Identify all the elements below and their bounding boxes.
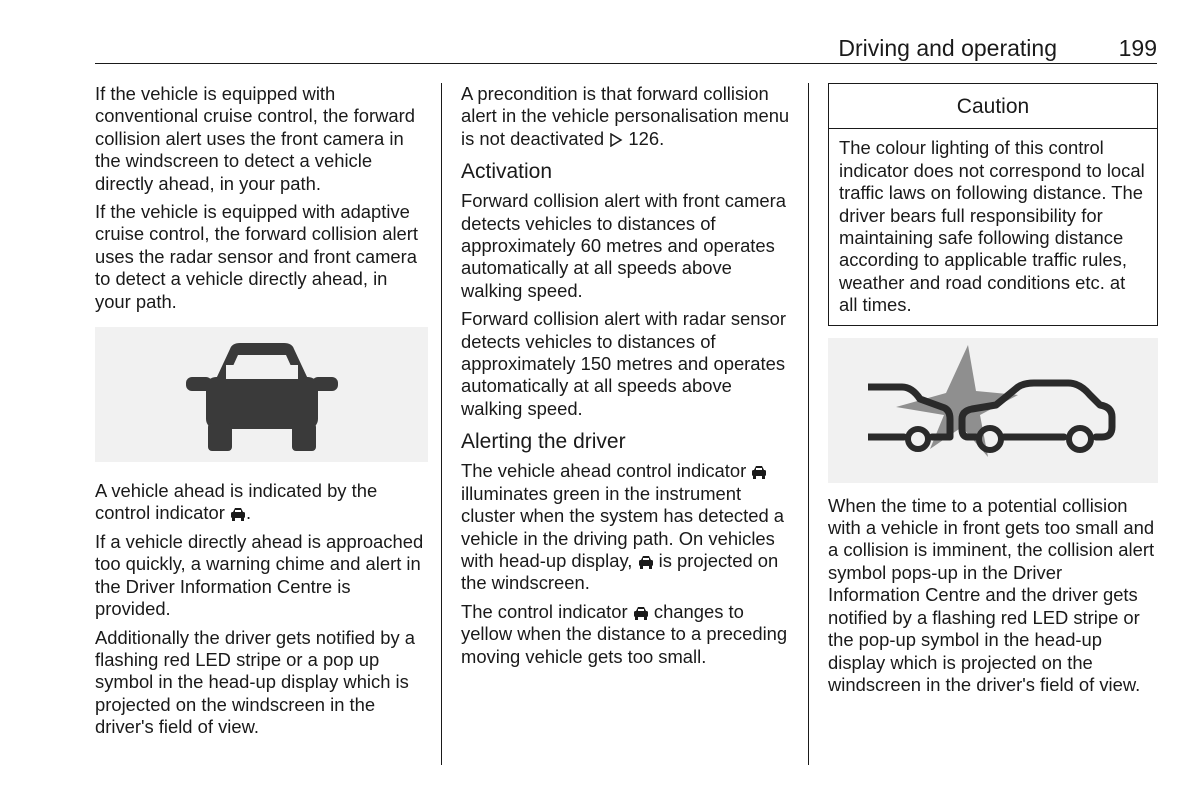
collision-alert-icon	[868, 345, 1118, 475]
page-header	[95, 33, 1157, 64]
collision-figure	[828, 338, 1158, 483]
paragraph: If a vehicle directly ahead is approached too quickly, a warning chime and alert in the Driver Information Centre is provided.	[95, 530, 424, 620]
column-2	[461, 83, 794, 674]
caution-body: The colour lighting of this control indicator does not correspond to local traffic laws on following distance. The driver bears full responsibility for maintaining safe following distance according to applicable traffic rules, weather and road conditions etc. at all times.	[839, 137, 1145, 316]
car-front-icon	[186, 339, 338, 451]
column-divider	[808, 83, 809, 765]
section-title: Driving and operating	[838, 35, 1057, 61]
paragraph: If the vehicle is equipped with adaptive cruise control, the forward collision alert uses the radar sensor and front camera to detect a vehicle directly ahead, in your path.	[95, 201, 418, 312]
paragraph	[461, 601, 794, 668]
text: changes to yellow when the distance to a preceding moving vehicle gets too small.	[461, 600, 788, 667]
paragraph	[461, 460, 794, 594]
column-divider	[441, 83, 442, 765]
page-number: 199	[1118, 35, 1157, 61]
paragraph: Forward collision alert with front camera detects vehicles to distances of approximately 60 metres and operates automatically at all speeds above walking speed.	[461, 190, 787, 301]
car-front-icon	[633, 606, 649, 620]
text: A precondition is that forward collision alert in the vehicle personalisation menu is not deactivated	[461, 83, 790, 149]
paragraph: Additionally the driver gets notified by a flashing red LED stripe or a pop up symbol in the head-up display which is projected on the windscreen in the driver's field of view.	[95, 626, 415, 738]
paragraph	[461, 83, 794, 150]
caution-box	[828, 83, 1158, 326]
text: A vehicle ahead is indicated by the control indicator	[95, 480, 378, 524]
caution-title: Caution	[829, 84, 1157, 129]
heading-activation: Activation	[461, 160, 553, 184]
column-1	[95, 83, 428, 745]
text: .	[245, 502, 252, 524]
column-3	[828, 83, 1158, 702]
text: is projected on the windscreen.	[461, 549, 779, 594]
paragraph: If the vehicle is equipped with conventional cruise control, the forward collision alert uses the front camera in the windscreen to detect a vehicle directly ahead, in your path.	[95, 83, 415, 194]
car-front-icon	[638, 555, 654, 569]
car-front-icon	[230, 507, 246, 521]
triangle-right-icon[interactable]	[609, 133, 623, 147]
text: The control indicator	[461, 600, 628, 622]
text: illuminates green in the instrument cluster when the system has detected a vehicle in the driving path. On vehicles with head-up display,	[461, 482, 785, 571]
paragraph	[95, 480, 428, 525]
page-reference-link[interactable]: 126.	[628, 127, 665, 149]
paragraph: Forward collision alert with radar sensor detects vehicles to distances of approximately 150 metres and operates automatically at all speeds above walking speed.	[461, 308, 787, 419]
vehicle-ahead-figure	[95, 327, 428, 462]
text: The vehicle ahead control indicator	[461, 460, 747, 482]
paragraph: When the time to a potential collision with a vehicle in front gets too small and a collision is imminent, the collision alert symbol pops-up in the Driver Information Centre and the driver gets notified by a flashing red LED stripe or the pop-up symbol in the head-up display which is projected on the windscreen in the driver's field of view.	[828, 494, 1155, 695]
heading-alerting: Alerting the driver	[461, 430, 626, 454]
car-front-icon	[751, 465, 767, 479]
